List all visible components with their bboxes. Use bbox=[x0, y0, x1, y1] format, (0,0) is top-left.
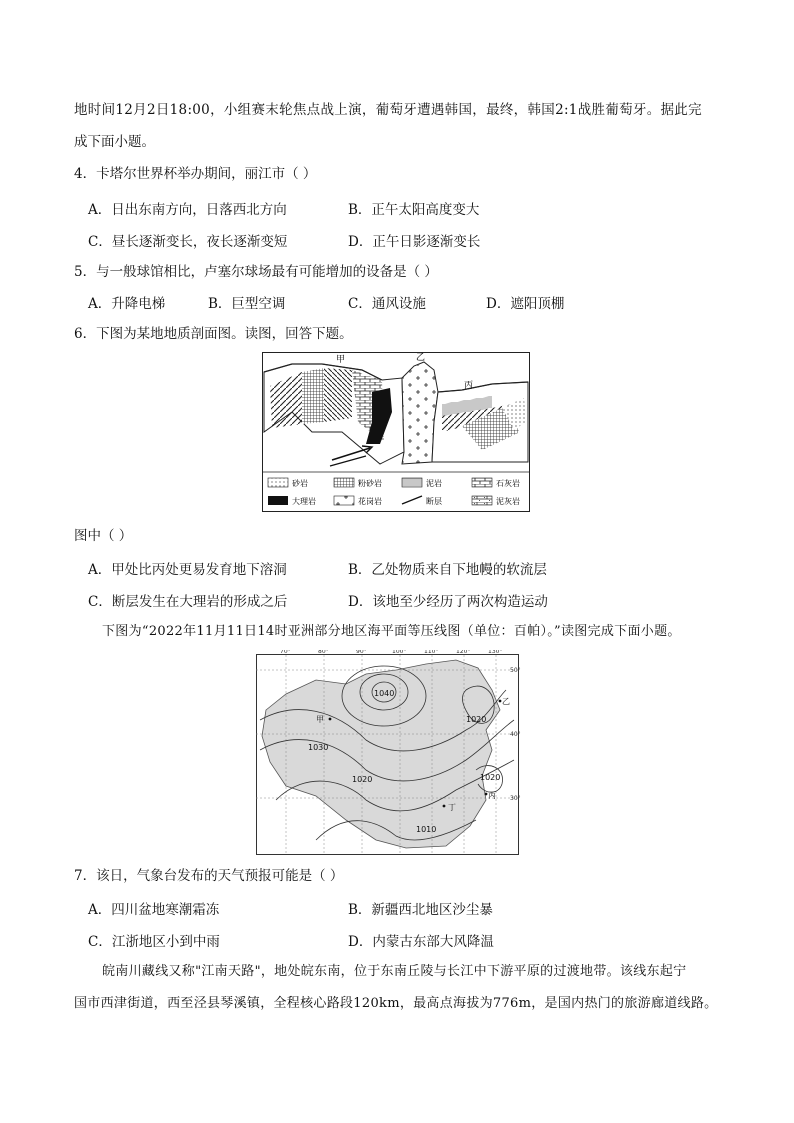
q6-option-c[interactable]: C．断层发生在大理岩的形成之后 bbox=[88, 594, 288, 610]
q5-option-a[interactable]: A．升降电梯 bbox=[88, 296, 166, 312]
legend-sandstone: 砂岩 bbox=[292, 479, 308, 488]
legend-marl: 泥灰岩 bbox=[496, 497, 520, 506]
map-intro: 下图为“2022年11月11日14时亚洲部分地区海平面等压线图（单位：百帕）。”读图完成下面小题。 bbox=[102, 624, 681, 639]
lon-label-80: 80° bbox=[318, 650, 329, 655]
q7-option-c[interactable]: C．江浙地区小到中雨 bbox=[88, 934, 220, 950]
q4-option-b[interactable]: B．正午太阳高度变大 bbox=[348, 202, 480, 218]
isobar-1020-east: 1020 bbox=[480, 773, 501, 782]
lon-label-120: 120° bbox=[456, 650, 471, 655]
q5-option-d[interactable]: D．遮阳顶棚 bbox=[486, 296, 565, 312]
q7-option-a[interactable]: A．四川盆地寒潮霜冻 bbox=[88, 902, 220, 918]
geologic-section-figure bbox=[262, 352, 530, 512]
isobar-1010: 1010 bbox=[416, 825, 437, 834]
isobar-1020-center: 1020 bbox=[352, 775, 373, 784]
q7-option-d[interactable]: D．内蒙古东部大风降温 bbox=[348, 934, 494, 950]
q5-option-c[interactable]: C．通风设施 bbox=[348, 296, 426, 312]
intro-line-1: 地时间12月2日18:00，小组赛末轮焦点战上演，葡萄牙遭遇韩国，最终，韩国2:1战胜葡萄牙。据此完 bbox=[74, 102, 702, 118]
lat-label-30: 30° bbox=[510, 795, 521, 802]
q7-option-b[interactable]: B．新疆西北地区沙尘暴 bbox=[348, 902, 493, 918]
question-4-stem: 4．卡塔尔世界杯举办期间，丽江市（ ） bbox=[74, 166, 317, 182]
lon-label-100: 100° bbox=[392, 650, 407, 655]
q6-option-b[interactable]: B．乙处物质来自下地幔的软流层 bbox=[348, 562, 547, 578]
question-6-stem: 6．下图为某地地质剖面图。读图，回答下题。 bbox=[74, 326, 353, 342]
map-point-jia: 甲 bbox=[316, 715, 324, 724]
map-point-yi: 乙 bbox=[502, 697, 510, 706]
isobar-1040: 1040 bbox=[374, 689, 395, 698]
q6-option-d[interactable]: D．该地至少经历了两次构造运动 bbox=[348, 594, 548, 610]
legend-granite: 花岗岩 bbox=[358, 497, 382, 506]
legend-limestone: 石灰岩 bbox=[496, 479, 520, 488]
lat-label-50: 50° bbox=[510, 667, 521, 674]
section-label-yi: 乙 bbox=[416, 353, 426, 363]
section-label-bing: 丙 bbox=[464, 381, 474, 391]
intro-line-2: 成下面小题。 bbox=[74, 134, 155, 150]
question-6-prompt: 图中（ ） bbox=[74, 528, 133, 544]
q4-option-c[interactable]: C．昼长逐渐变长，夜长逐渐变短 bbox=[88, 234, 288, 250]
q4-option-a[interactable]: A．日出东南方向，日落西北方向 bbox=[88, 202, 287, 218]
lon-label-90: 90° bbox=[356, 650, 367, 655]
lon-label-130: 130° bbox=[488, 650, 503, 655]
legend-marble: 大理岩 bbox=[292, 497, 316, 506]
isobar-1030: 1030 bbox=[308, 743, 329, 752]
lat-label-40: 40° bbox=[510, 731, 521, 738]
section-label-jia: 甲 bbox=[336, 355, 346, 365]
q4-option-d[interactable]: D．正午日影逐渐变长 bbox=[348, 234, 481, 250]
isobar-map-figure bbox=[256, 650, 524, 856]
final-para-line-2: 国市西津街道，西至泾县琴溪镇，全程核心路段120km，最高点海拔为776m，是国内热门的旅游廊道线路。 bbox=[74, 996, 718, 1011]
lon-label-70: 70° bbox=[280, 650, 291, 655]
question-7-stem: 7．该日，气象台发布的天气预报可能是（ ） bbox=[74, 868, 344, 884]
q5-option-b[interactable]: B．巨型空调 bbox=[208, 296, 286, 312]
final-para-line-1: 皖南川藏线又称"江南天路"，地处皖东南，位于东南丘陵与长江中下游平原的过渡地带。该线东起宁 bbox=[102, 964, 687, 979]
legend-mudstone: 泥岩 bbox=[426, 479, 442, 488]
lon-label-110: 110° bbox=[424, 650, 439, 655]
q6-option-a[interactable]: A．甲处比丙处更易发育地下溶洞 bbox=[88, 562, 287, 578]
map-point-bing: 丙 bbox=[488, 791, 496, 800]
isobar-1020-ne: 1020 bbox=[466, 715, 487, 724]
legend-fault: 断层 bbox=[426, 497, 442, 506]
legend-siltstone: 粉砂岩 bbox=[358, 479, 382, 488]
question-5-stem: 5．与一般球馆相比，卢塞尔球场最有可能增加的设备是（ ） bbox=[74, 264, 438, 280]
map-point-ding: 丁 bbox=[448, 803, 456, 812]
